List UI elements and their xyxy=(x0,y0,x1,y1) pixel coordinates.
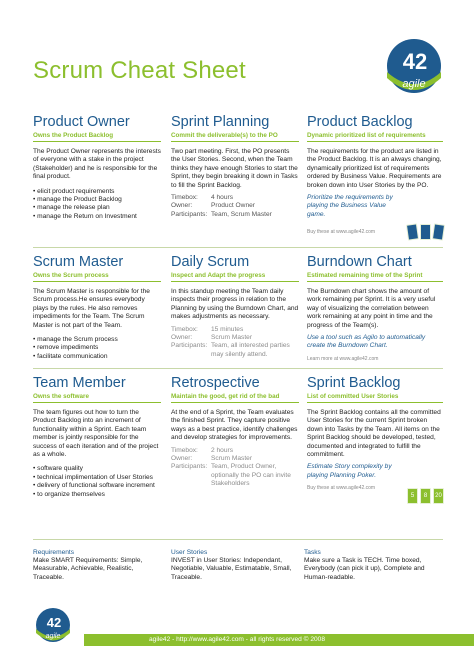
responsibility-list xyxy=(33,336,161,361)
guideline-text: INVEST in User Stories: Independant, Negotiable, Valuable, Estimatable, Small, Traceable. xyxy=(171,557,292,581)
list-item: • software quality xyxy=(33,465,161,473)
list-item: • manage the Product Backlog xyxy=(33,196,161,204)
list-item: • manage the Scrum process xyxy=(33,336,161,344)
section-subtitle: Owns the Scrum process xyxy=(33,272,109,279)
section-title: Daily Scrum xyxy=(171,254,250,270)
card-icon xyxy=(432,223,445,240)
subtitle-divider xyxy=(307,141,443,142)
section-subtitle: Maintain the good, get rid of the bad xyxy=(171,393,280,400)
subtitle-divider xyxy=(171,402,299,403)
section-title: Sprint Backlog xyxy=(307,375,401,391)
detail-value: Scrum Master xyxy=(211,455,253,463)
detail-key: Owner: xyxy=(171,334,193,342)
section-body: The requirements for the product are listed in the Product Backlog. It is an always changing, dynamically prioritized list of requirements ordered by Business Value. Requirements are broken down into User Stories by the PO. xyxy=(307,148,442,189)
tasks-guideline xyxy=(304,549,444,582)
detail-key: Timebox: xyxy=(171,446,198,454)
buy-link[interactable]: Buy these at www.agile42.com xyxy=(307,485,376,492)
poker-card: 5 xyxy=(407,488,418,504)
section-body: In this standup meeting the Team daily inspects their progress in relation to the Planning by using the Burndown Chart, and makes adjustments as necessary. xyxy=(171,288,299,321)
subtitle-divider xyxy=(307,402,443,403)
requirements-guideline xyxy=(33,549,163,582)
card-icon xyxy=(420,224,431,240)
logo-word: agile xyxy=(402,78,426,90)
section-body: The Scrum Master is responsible for the Scrum process.He ensures everybody plays by the rules. He also removes impediments for the Team. The Scrum Master is not part of the Team. xyxy=(33,288,150,329)
list-item: • manage the release plan xyxy=(33,204,161,212)
logo-number: 42 xyxy=(402,49,428,74)
list-item: • to organize themselves xyxy=(33,491,161,499)
detail-key: Participants: xyxy=(171,210,208,218)
subtitle-divider xyxy=(33,281,161,282)
list-item: • delivery of functional software increment xyxy=(33,482,161,490)
section-body: The Sprint Backlog contains all the committed User Stories for the current Sprint broken down into Tasks by the Team. All items on the Sprint Backlog should be developed, tested, documented and integrated to fulfill the commitment. xyxy=(307,409,441,459)
list-item: • manage the Return on Investment xyxy=(33,213,161,221)
detail-value: Team, all interested parties may silently attend. xyxy=(211,342,290,358)
product-backlog-section xyxy=(307,114,443,235)
retrospective-section xyxy=(171,375,299,489)
detail-key: Timebox: xyxy=(171,325,198,333)
burndown-chart-section xyxy=(307,254,443,362)
responsibility-list xyxy=(33,188,161,222)
section-body: Two part meeting. First, the PO presents the User Stories. Second, when the Team thinks they have enough Stories to start the Sprint, they begin breaking it down in Tasks to fill the Sprint Backlog. xyxy=(171,148,298,189)
detail-key: Participants: xyxy=(171,342,208,350)
footer-bar xyxy=(0,622,474,646)
section-body: The Burndown chart shows the amount of work remaining per Sprint. It is a very useful way of visualizing the correlation between work remaining at any point in time and the progress of the Team(s). xyxy=(307,288,436,329)
section-title: Scrum Master xyxy=(33,254,124,270)
detail-value: Team, Scrum Master xyxy=(211,210,272,218)
tip-note: Prioritize the requirements by playing the Business Value game. xyxy=(307,194,393,218)
sprint-planning-section xyxy=(171,114,299,219)
section-body: The Product Owner represents the interests of everyone with a stake in the project (Stakeholder) and he is responsible for the final product. xyxy=(33,148,161,181)
detail-value: Scrum Master xyxy=(211,334,253,342)
tip-note: Use a tool such as Agilo to automatically create the Burndown Chart. xyxy=(307,334,426,350)
section-subtitle: Dynamic prioritized list of requirements xyxy=(307,132,426,139)
section-subtitle: Owns the Product Backlog xyxy=(33,132,114,139)
section-subtitle: Owns the software xyxy=(33,393,89,400)
agile42-logo-graphic xyxy=(384,36,444,96)
poker-card: 8 xyxy=(420,488,431,504)
row-divider xyxy=(33,539,443,540)
detail-value: 2 hours xyxy=(211,446,233,454)
subtitle-divider xyxy=(33,402,161,403)
meeting-details xyxy=(171,326,299,360)
daily-scrum-section xyxy=(171,254,299,359)
subtitle-divider xyxy=(307,281,443,282)
subtitle-divider xyxy=(171,281,299,282)
sprint-backlog-section xyxy=(307,375,443,499)
list-item: • technical implimentation of User Stories xyxy=(33,474,161,482)
agile42-logo xyxy=(384,36,444,96)
team-member-section xyxy=(33,375,161,499)
meeting-details xyxy=(171,447,299,489)
detail-value: Product Owner xyxy=(211,202,255,210)
business-value-cards-image xyxy=(407,224,444,240)
detail-value: Team, Product Owner, optionally the PO can invite Stakeholders xyxy=(211,463,291,488)
card-icon xyxy=(406,223,419,240)
section-body: At the end of a Sprint, the Team evaluates the finished Sprint. They capture positive ways as a best practice, identify challenges and develop strategies for improvements. xyxy=(171,409,298,442)
footer-logo-word: agile xyxy=(45,633,61,640)
detail-key: Owner: xyxy=(171,202,193,210)
list-item: • facilitate communication xyxy=(33,353,161,361)
guideline-heading: Tasks xyxy=(304,549,321,556)
scrum-master-section xyxy=(33,254,161,361)
buy-link[interactable]: Buy these at www.agile42.com xyxy=(307,229,376,236)
planning-poker-cards-image xyxy=(407,488,444,504)
footer-logo-number: 42 xyxy=(46,615,62,630)
guideline-heading: User Stories xyxy=(171,549,208,556)
meeting-details xyxy=(171,194,299,219)
responsibility-list xyxy=(33,465,161,499)
guideline-text: Make SMART Requirements: Simple, Measurable, Achievable, Realistic, Traceable. xyxy=(33,557,143,581)
user-stories-guideline xyxy=(171,549,301,582)
subtitle-divider xyxy=(171,141,299,142)
section-title: Sprint Planning xyxy=(171,114,270,130)
list-item: • elicit product requirements xyxy=(33,188,161,196)
section-body: The team figures out how to turn the Product Backlog into an increment of functionality within a Sprint. Each team member is jointly responsible for the success of each iteration and of the project as a whole. xyxy=(33,409,159,459)
guideline-text: Make sure a Task is TECH. Time boxed, Everybody (can pick it up), Complete and Human-readable. xyxy=(304,557,425,581)
section-title: Product Owner xyxy=(33,114,130,130)
detail-key: Timebox: xyxy=(171,194,198,202)
page-title: Scrum Cheat Sheet xyxy=(33,57,246,84)
detail-value: 4 hours xyxy=(211,194,233,202)
detail-key: Participants: xyxy=(171,463,208,471)
section-title: Team Member xyxy=(33,375,126,391)
list-item: • remove impediments xyxy=(33,344,161,352)
copyright-text: agile42 - http://www.agile42.com - all rights reserved © 2008 xyxy=(148,636,325,643)
section-subtitle: List of committed User Stories xyxy=(307,393,399,400)
subtitle-divider xyxy=(33,141,161,142)
poker-card: 20 xyxy=(433,488,444,504)
section-title: Burndown Chart xyxy=(307,254,412,270)
row-divider xyxy=(33,247,443,248)
section-subtitle: Commit the deliverable(s) to the PO xyxy=(171,132,278,139)
section-title: Retrospective xyxy=(171,375,260,391)
detail-value: 15 minutes xyxy=(211,325,244,333)
detail-key: Owner: xyxy=(171,455,193,463)
section-subtitle: Inspect and Adapt the progress xyxy=(171,272,266,279)
learn-more-link[interactable]: Learn more at www.agile42.com xyxy=(307,355,379,362)
guideline-heading: Requirements xyxy=(33,549,75,556)
tip-note: Estimate Story complexity by playing Planning Poker. xyxy=(307,463,392,479)
product-owner-section xyxy=(33,114,161,221)
section-subtitle: Estimated remaining time of the Sprint xyxy=(307,272,423,279)
row-divider xyxy=(33,368,443,369)
section-title: Product Backlog xyxy=(307,114,413,130)
